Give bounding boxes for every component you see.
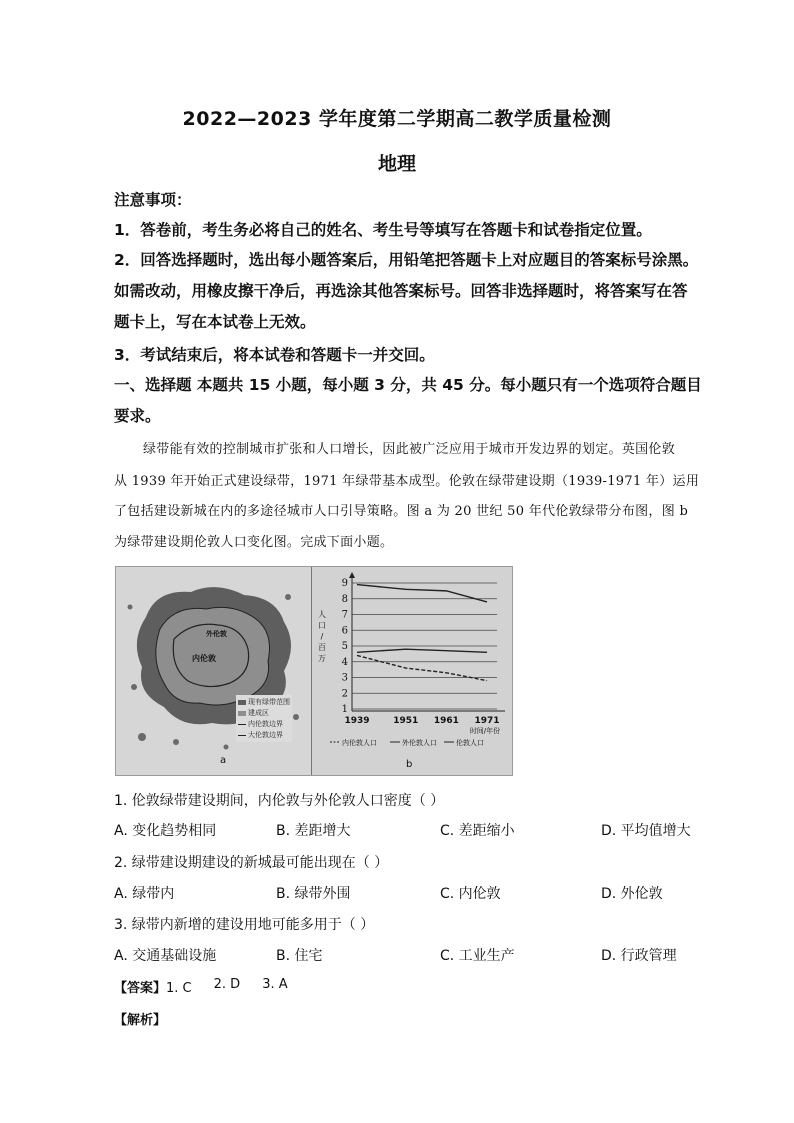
y-tick-label: 5 <box>341 641 348 652</box>
label-inner-london: 内伦敦 <box>192 654 216 663</box>
population-chart <box>312 567 512 775</box>
q3-option-b: B. 住宅 <box>276 948 323 964</box>
notice-heading: 注意事项： <box>114 191 192 209</box>
y-tick-label: 4 <box>341 656 348 668</box>
answer-3: 3. A <box>262 977 288 992</box>
paper-title: 2022—2023 学年度第二学期高二教学质量检测 <box>182 108 612 130</box>
y-axis-label: 口 <box>318 621 326 630</box>
answer-label: 【答案】 <box>114 981 167 996</box>
x-axis-label: 时间/年份 <box>469 727 501 735</box>
y-axis-label: 人 <box>318 610 326 619</box>
passage-line-1: 绿带能有效的控制城市扩张和人口增长，因此被广泛应用于城市开发边界的划定。英国伦敦 <box>143 442 676 457</box>
notice-item-2-cont: 如需改动，用橡皮擦干净后，再选涂其他答案标号。回答非选择题时，将答案写在答 <box>114 282 688 300</box>
question-1-stem: 1. 伦敦绿带建设期间，内伦敦与外伦敦人口密度（ ） <box>114 793 445 809</box>
greenbelt-swatch-icon <box>238 700 246 705</box>
section-heading-cont: 要求。 <box>114 407 161 425</box>
series-line-0 <box>357 655 487 680</box>
q2-option-a: A. 绿带内 <box>114 886 175 902</box>
map-legend <box>236 695 292 742</box>
q3-option-a: A. 交通基础设施 <box>114 948 217 964</box>
legend-label-1: 外伦敦人口 <box>402 739 437 747</box>
legend-inner-boundary: 内伦敦边界 <box>238 719 290 729</box>
answer-1: 1. C <box>166 981 192 996</box>
legend-label-2: 伦敦人口 <box>456 739 484 747</box>
figure-b-chart <box>312 567 512 775</box>
passage-line-3: 了包括建设新城在内的多途径城市人口引导策略。图 a 为 20 世纪 50 年代伦敦绿带分布图，图 b <box>114 504 689 519</box>
y-tick-label: 1 <box>341 704 348 715</box>
q3-option-d: D. 行政管理 <box>601 948 677 964</box>
q1-option-a: A. 变化趋势相同 <box>114 823 217 839</box>
greater-boundary-line-icon <box>238 735 246 736</box>
caption-a: a <box>220 755 227 766</box>
q3-option-c: C. 工业生产 <box>440 948 515 964</box>
y-tick-label: 3 <box>341 672 348 684</box>
x-tick-label: 1951 <box>393 716 419 726</box>
y-axis-arrow-icon <box>349 572 355 578</box>
notice-item-2-end: 题卡上，写在本试卷上无效。 <box>114 313 316 331</box>
series-line-2 <box>357 585 487 602</box>
analysis-label: 【解析】 <box>114 1013 167 1028</box>
legend-greenbelt: 现有绿带范围 <box>238 697 290 707</box>
q2-option-c: C. 内伦敦 <box>440 886 501 902</box>
y-tick-label: 7 <box>341 609 348 621</box>
q1-option-c: C. 差距缩小 <box>440 823 515 839</box>
legend-greater-boundary: 大伦敦边界 <box>238 730 290 740</box>
figure-photo <box>115 566 513 776</box>
notice-item-2: 2．回答选择题时，选出每小题答案后，用铅笔把答题卡上对应题目的答案标号涂黑。 <box>114 251 699 269</box>
caption-b: b <box>406 759 413 770</box>
y-axis-label: 万 <box>318 654 326 663</box>
london-map-graphic <box>116 567 312 775</box>
y-tick-label: 6 <box>341 625 348 637</box>
y-axis-label: 百 <box>318 643 326 652</box>
question-2-stem: 2. 绿带建设期建设的新城最可能出现在（ ） <box>114 855 389 871</box>
answer-line <box>114 977 288 996</box>
y-tick-label: 9 <box>341 578 348 589</box>
y-tick-label: 2 <box>341 688 348 700</box>
label-outer-london: 外伦敦 <box>206 630 227 638</box>
passage-line-4: 为绿带建设期伦敦人口变化图。完成下面小题。 <box>114 535 394 550</box>
legend-builtup: 建成区 <box>238 708 290 718</box>
q1-option-b: B. 差距增大 <box>276 823 351 839</box>
answer-2: 2. D <box>213 977 241 992</box>
question-3-stem: 3. 绿带内新增的建设用地可能多用于（ ） <box>114 917 375 933</box>
inner-boundary-line-icon <box>238 724 246 725</box>
notice-item-3: 3．考试结束后，将本试卷和答题卡一并交回。 <box>114 346 435 364</box>
section-heading: 一、选择题 本题共 15 小题，每小题 3 分，共 45 分。每小题只有一个选项符合题目 <box>114 376 702 394</box>
x-tick-label: 1939 <box>344 716 370 726</box>
paper-subject: 地理 <box>377 153 416 175</box>
y-axis-label: / <box>320 632 324 641</box>
x-tick-label: 1961 <box>433 716 459 726</box>
y-tick-label: 8 <box>341 593 348 605</box>
figure-a-map <box>116 567 312 775</box>
x-tick-label: 1971 <box>474 716 500 726</box>
builtup-swatch-icon <box>238 711 246 716</box>
q2-option-d: D. 外伦敦 <box>601 886 663 902</box>
series-line-1 <box>357 649 487 652</box>
q1-option-d: D. 平均值增大 <box>601 823 691 839</box>
legend-label-0: 内伦敦人口 <box>342 739 377 747</box>
notice-item-1: 1．答卷前，考生务必将自己的姓名、考生号等填写在答题卡和试卷指定位置。 <box>114 221 652 239</box>
passage-line-2: 从 1939 年开始正式建设绿带，1971 年绿带基本成型。伦敦在绿带建设期（1939-1971 年）运用 <box>114 474 700 489</box>
q2-option-b: B. 绿带外围 <box>276 886 351 902</box>
